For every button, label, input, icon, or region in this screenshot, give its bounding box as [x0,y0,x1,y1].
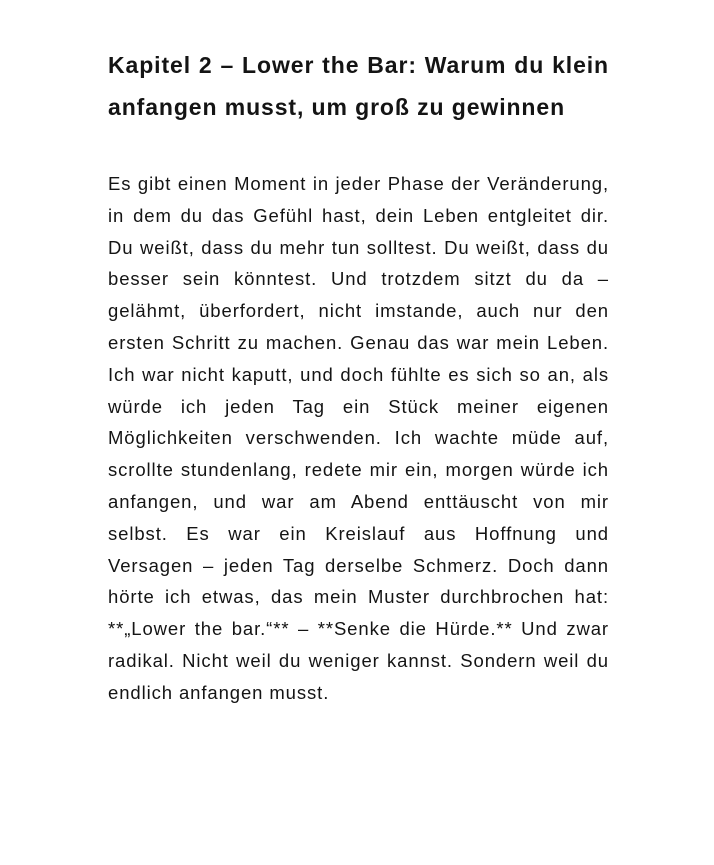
document-page [108,44,609,709]
chapter-paragraph: Es gibt einen Moment in jeder Phase der Veränderung, in dem du das Gefühl hast, dein Leben entgleitet dir. Du weißt, dass du mehr tun solltest. Du weißt, dass du besser sein könntest. Und trotzdem sitzt du da – gelähmt, überfordert, nicht imstande, auch nur den ersten Schritt zu machen. Genau das war mein Leben. Ich war nicht kaputt, und doch fühlte es sich so an, als würde ich jeden Tag ein Stück meiner eigenen Möglichkeiten verschwenden. Ich wachte müde auf, scrollte stundenlang, redete mir ein, morgen würde ich anfangen, und war am Abend enttäuscht von mir selbst. Es war ein Kreislauf aus Hoffnung und Versagen – jeden Tag derselbe Schmerz. Doch dann hörte ich etwas, das mein Muster durchbrochen hat: **„Lower the bar.“** – **Senke die Hürde.** Und zwar radikal. Nicht weil du weniger kannst. Sondern weil du endlich anfangen musst. [108,173,609,703]
chapter-title: Kapitel 2 – Lower the Bar: Warum du klein anfangen musst, um groß zu gewinnen [108,52,609,120]
